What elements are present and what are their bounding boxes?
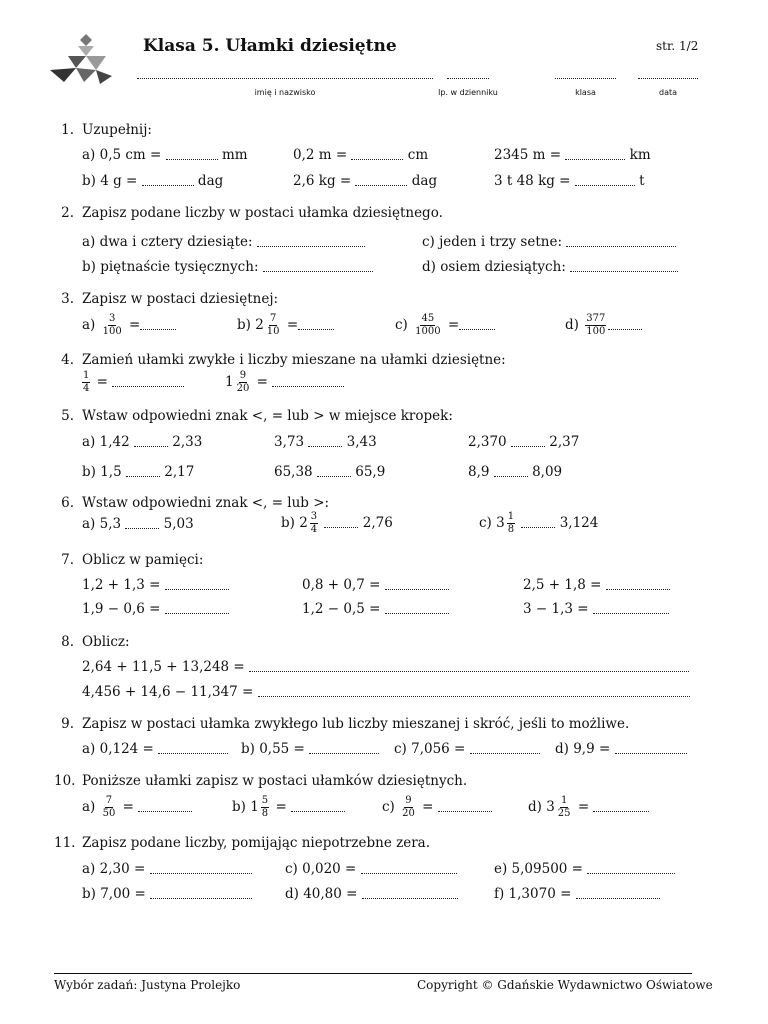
exercise-item: a) $\frac{7}{50}$ = [82, 796, 192, 819]
page-title: Klasa 5. Ułamki dziesiętne [143, 36, 397, 56]
class-caption: klasa [575, 88, 596, 97]
answer-blank[interactable] [361, 863, 457, 874]
footer-copyright: Copyright © Gdańskie Wydawnictwo Oświatowe [417, 978, 713, 992]
task-number: 9. [61, 716, 74, 732]
task-number: 4. [61, 352, 74, 368]
task-instruction: Wstaw odpowiedni znak <, = lub > w miejsce kropek: [82, 408, 453, 424]
answer-blank[interactable] [138, 801, 192, 812]
task-number: 7. [61, 552, 74, 568]
answer-blank[interactable] [166, 149, 218, 160]
exercise-item: a) 0,5 cm = mm [82, 147, 248, 163]
exercise-item: d) 9,9 = [555, 741, 687, 757]
answer-blank[interactable] [521, 517, 555, 528]
task-instruction: Zamień ułamki zwykłe i liczby mieszane na ułamki dziesiętne: [82, 352, 506, 368]
fraction: $\frac{9}{20}$ [402, 795, 415, 819]
exercise-item: b) 2 $\frac{3}{4}$ 2,76 [281, 511, 393, 535]
page-number: str. 1/2 [656, 39, 699, 53]
fraction: $\frac{1}{8}$ [507, 511, 515, 535]
answer-blank[interactable] [511, 436, 545, 447]
answer-blank[interactable] [494, 466, 528, 477]
answer-blank[interactable] [459, 319, 495, 330]
fraction: $\frac{377}{100}$ [586, 313, 606, 337]
task-number: 6. [61, 495, 74, 511]
exercise-item: c) 3 $\frac{1}{8}$ 3,124 [479, 511, 599, 535]
exercise-item: 3 − 1,3 = [523, 601, 669, 617]
exercise-item: b) 0,55 = [241, 741, 379, 757]
name-caption: imię i nazwisko [254, 88, 316, 97]
exercise-item: 1,2 − 0,5 = [302, 601, 449, 617]
exercise-item: 65,38 65,9 [274, 464, 386, 480]
fraction: $\frac{5}{8}$ [261, 795, 269, 819]
answer-blank[interactable] [355, 175, 407, 186]
class-field[interactable] [555, 78, 616, 79]
answer-blank[interactable] [308, 436, 342, 447]
exercise-item: b) 2 $\frac{7}{10}$ = [237, 314, 334, 337]
answer-blank[interactable] [362, 888, 458, 899]
exercise-item: 2,5 + 1,8 = [523, 577, 670, 593]
date-caption: data [658, 88, 678, 97]
answer-blank[interactable] [324, 517, 358, 528]
task-number: 1. [61, 122, 74, 138]
exercise-item: 3 t 48 kg = t [494, 173, 645, 189]
answer-blank[interactable] [385, 579, 449, 590]
exercise-item: a) 1,42 2,33 [82, 434, 203, 450]
answer-blank[interactable] [593, 603, 669, 614]
answer-blank[interactable] [291, 801, 345, 812]
task-number: 8. [61, 634, 74, 650]
task-number: 5. [61, 408, 74, 424]
exercise-item: 2,370 2,37 [468, 434, 580, 450]
exercise-item: a) dwa i cztery dziesiąte: [82, 234, 365, 250]
exercise-item: 0,8 + 0,7 = [302, 577, 449, 593]
exercise-item: e) 5,09500 = [494, 861, 675, 877]
exercise-item: $\frac{1}{4}$ = [80, 371, 184, 394]
exercise-item: b) 4 g = dag [82, 173, 224, 189]
date-field[interactable] [638, 78, 698, 79]
answer-blank[interactable] [615, 743, 687, 754]
answer-blank[interactable] [593, 801, 649, 812]
footer-author: Wybór zadań: Justyna Prolejko [54, 978, 241, 992]
answer-blank[interactable] [309, 743, 379, 754]
exercise-item: f) 1,3070 = [494, 886, 660, 902]
task-instruction: Poniższe ułamki zapisz w postaci ułamków dziesiętnych. [82, 773, 468, 789]
name-field[interactable] [137, 78, 433, 79]
exercise-item: a) $\frac{3}{100}$ = [82, 314, 176, 337]
answer-blank[interactable] [112, 376, 184, 387]
task-instruction: Uzupełnij: [82, 122, 152, 138]
exercise-item: d) 40,80 = [285, 886, 458, 902]
task-instruction: Oblicz w pamięci: [82, 552, 204, 568]
exercise-item: 1,2 + 1,3 = [82, 577, 229, 593]
task-number: 2. [61, 205, 74, 221]
exercise-item: 2,64 + 11,5 + 13,248 = [82, 659, 689, 675]
answer-blank[interactable] [258, 686, 690, 697]
answer-blank[interactable] [351, 149, 403, 160]
answer-blank[interactable] [470, 743, 540, 754]
exercise-item: 8,9 8,09 [468, 464, 563, 480]
exercise-item: 4,456 + 14,6 − 11,347 = [82, 684, 690, 700]
answer-blank[interactable] [565, 149, 625, 160]
fraction: $\frac{45}{1000}$ [415, 313, 441, 337]
fraction: $\frac{3}{100}$ [102, 313, 122, 337]
exercise-item: a) 2,30 = [82, 861, 252, 877]
exercise-item: 2,6 kg = dag [293, 173, 438, 189]
exercise-item: b) 7,00 = [82, 886, 252, 902]
exercise-item: c) 0,020 = [285, 861, 457, 877]
exercise-item: b) piętnaście tysięcznych: [82, 259, 373, 275]
tangram-logo-icon [48, 32, 118, 87]
answer-blank[interactable] [158, 743, 228, 754]
task-instruction: Zapisz podane liczby, pomijając niepotrzebne zera. [82, 835, 430, 851]
answer-blank[interactable] [575, 175, 635, 186]
answer-blank[interactable] [257, 236, 365, 247]
answer-blank[interactable] [165, 579, 229, 590]
exercise-item: 0,2 m = cm [293, 147, 429, 163]
fraction: $\frac{1}{4}$ [83, 370, 90, 394]
exercise-item: a) 0,124 = [82, 741, 228, 757]
answer-blank[interactable] [249, 661, 689, 672]
fraction: $\frac{3}{4}$ [310, 511, 318, 535]
answer-blank[interactable] [134, 436, 168, 447]
answer-blank[interactable] [272, 376, 344, 387]
footer-divider [54, 973, 692, 974]
answer-blank[interactable] [126, 466, 160, 477]
answer-blank[interactable] [165, 603, 229, 614]
exercise-item: d) 3 $\frac{1}{25}$ = [528, 796, 649, 819]
class-number-caption: lp. w dzienniku [438, 88, 498, 97]
answer-blank[interactable] [125, 518, 159, 529]
answer-blank[interactable] [150, 863, 252, 874]
answer-blank[interactable] [608, 319, 642, 330]
exercise-item: d) osiem dziesiątych: [422, 259, 678, 275]
task-instruction: Zapisz w postaci dziesiętnej: [82, 291, 279, 307]
answer-blank[interactable] [438, 801, 492, 812]
task-number: 11. [54, 835, 76, 851]
exercise-item: b) 1,5 2,17 [82, 464, 195, 480]
exercise-item: a) 5,3 5,03 [82, 516, 194, 532]
exercise-item: c) $\frac{45}{1000}$ = [395, 314, 495, 337]
exercise-item: 3,73 3,43 [274, 434, 377, 450]
exercise-item: c) 7,056 = [394, 741, 540, 757]
fraction: $\frac{9}{20}$ [236, 370, 250, 394]
fraction: $\frac{7}{50}$ [102, 795, 116, 819]
class-number-field[interactable] [447, 78, 489, 79]
answer-blank[interactable] [570, 261, 678, 272]
exercise-item: b) 1 $\frac{5}{8}$ = [232, 796, 345, 819]
answer-blank[interactable] [606, 579, 670, 590]
exercise-item: c) jeden i trzy setne: [422, 234, 676, 250]
answer-blank[interactable] [385, 603, 449, 614]
exercise-item: c) $\frac{9}{20}$ = [382, 796, 492, 819]
exercise-item: 1,9 − 0,6 = [82, 601, 229, 617]
answer-blank[interactable] [317, 466, 351, 477]
answer-blank[interactable] [587, 863, 675, 874]
task-instruction: Wstaw odpowiedni znak <, = lub >: [82, 495, 330, 511]
answer-blank[interactable] [140, 319, 176, 330]
exercise-item: 2345 m = km [494, 147, 651, 163]
answer-blank[interactable] [142, 175, 194, 186]
fraction: $\frac{1}{25}$ [557, 795, 571, 819]
answer-blank[interactable] [150, 888, 252, 899]
task-number: 10. [54, 773, 76, 789]
answer-blank[interactable] [566, 236, 676, 247]
task-instruction: Zapisz w postaci ułamka zwykłego lub liczby mieszanej i skróć, jeśli to możliwe. [82, 716, 630, 732]
answer-blank[interactable] [576, 888, 660, 899]
task-instruction: Zapisz podane liczby w postaci ułamka dziesiętnego. [82, 205, 443, 221]
exercise-item: 1 $\frac{9}{20}$ = [225, 371, 344, 394]
task-instruction: Oblicz: [82, 634, 130, 650]
task-number: 3. [61, 291, 74, 307]
fraction: $\frac{7}{10}$ [266, 313, 280, 337]
answer-blank[interactable] [298, 319, 334, 330]
exercise-item: d) $\frac{377}{100}$ [565, 314, 642, 337]
answer-blank[interactable] [263, 261, 373, 272]
